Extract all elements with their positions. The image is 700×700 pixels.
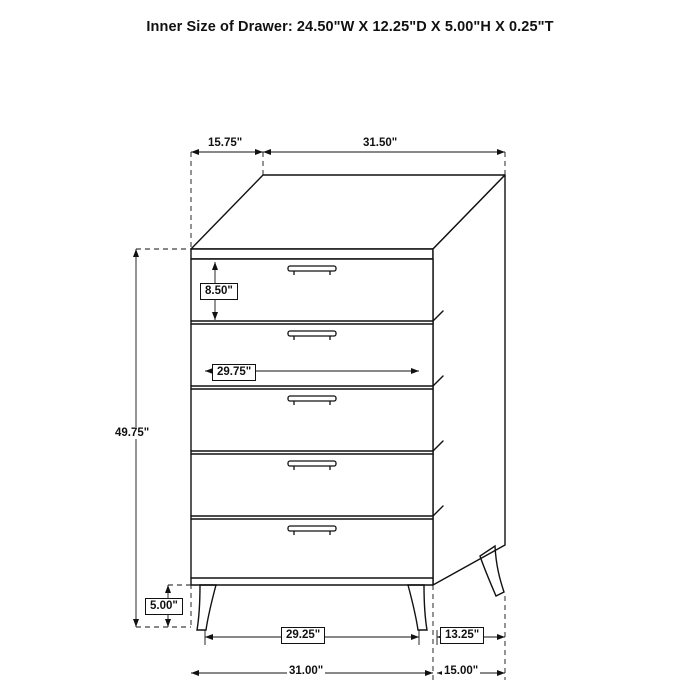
dim-drawer-front-height: 8.50" [200,283,238,300]
dim-leg-height: 5.00" [145,598,183,615]
dim-base-side-depth: 13.25" [440,627,484,644]
dim-base-front-width: 29.25" [281,627,325,644]
dim-drawer-front-width: 29.75" [212,364,256,381]
page-title: Inner Size of Drawer: 24.50"W X 12.25"D X 5.00"H X 0.25"T [146,19,554,35]
dim-total-height: 49.75" [115,427,150,439]
dim-overall-width: 31.00" [289,665,324,677]
dim-overall-depth: 15.00" [444,665,479,677]
dim-top-width: 31.50" [363,137,398,149]
dim-top-depth: 15.75" [208,137,243,149]
